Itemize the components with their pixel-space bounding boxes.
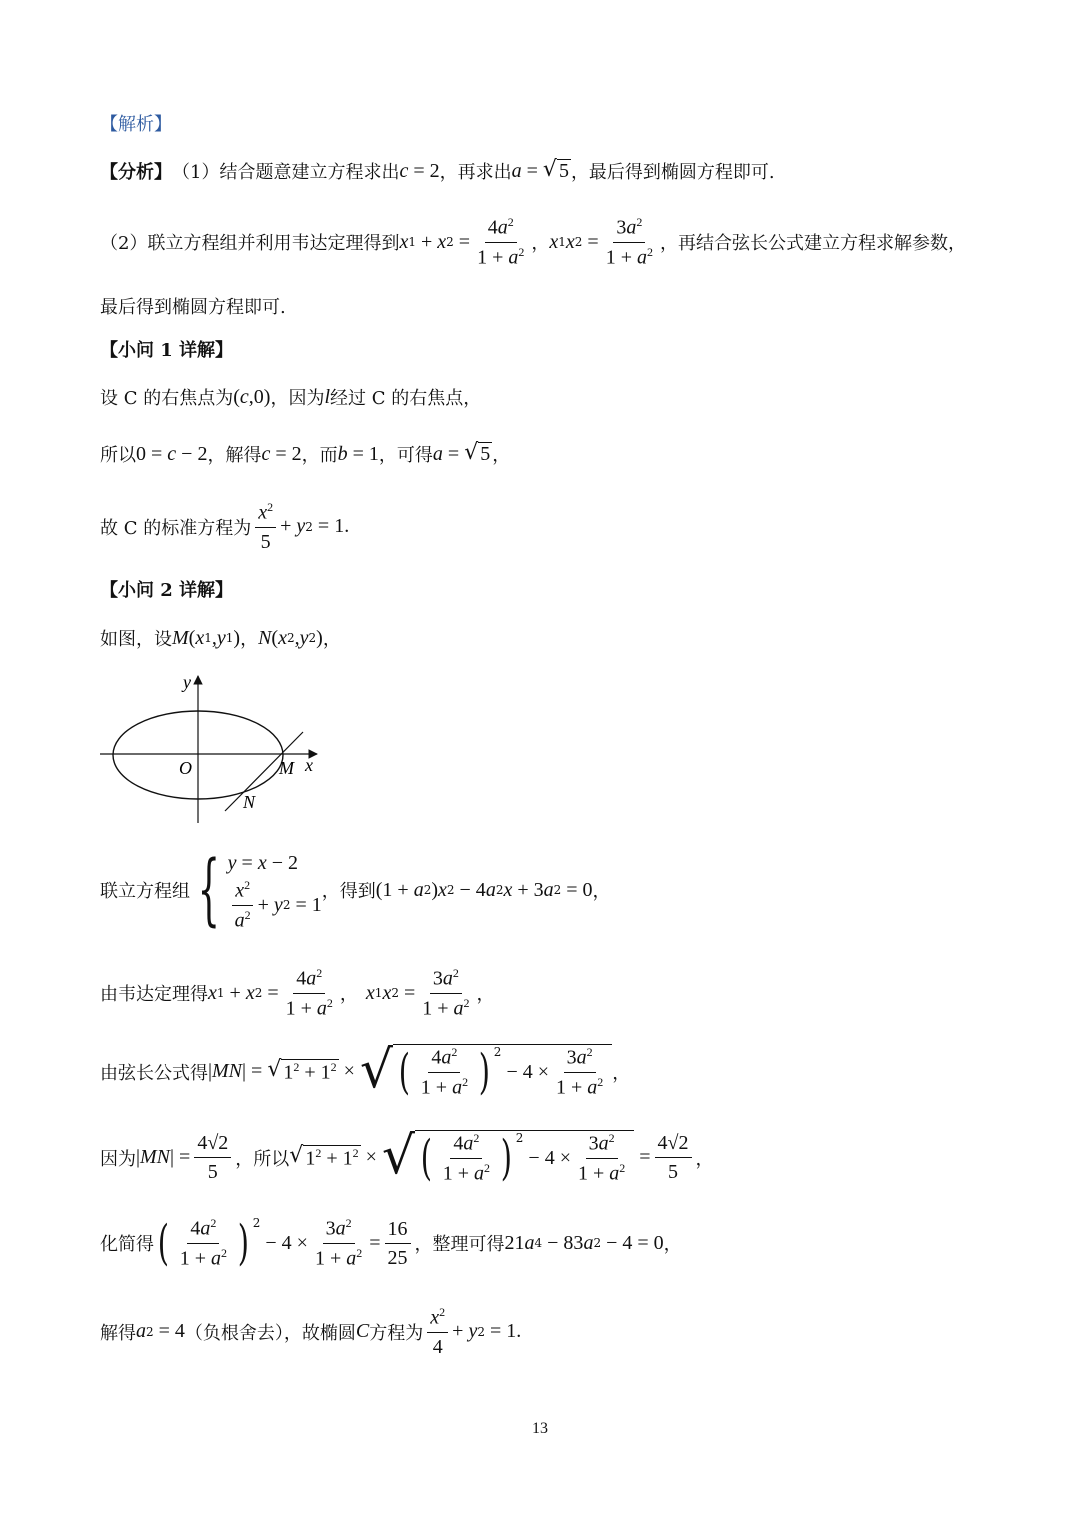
analysis-line-1: 【分析】 （1）结合题意建立方程求出 c = 2 ，再求出 a = √ 5 ，最后得到椭圆方程即可. <box>100 157 775 183</box>
vieta-line: 由韦达定理得 x 1 + x 2 = $\frac{4a^2}{1 + a^2}$ ， x 1 x 2 = $\frac{3a^2}{1 + a^2}$ ， <box>100 966 495 1020</box>
analysis-line-2: （2）联立方程组并利用韦达定理得到 x 1 + x 2 = $\frac{4a^2}{1 + a^2}$ ， x 1 x 2 = $\frac{3a^2}{1 + a^2}$ ，再结合弦长公式建立方程求解参数， <box>100 215 966 269</box>
point-n-label: N <box>243 792 256 812</box>
q1-header: 【小问 1 详解】 <box>100 340 234 361</box>
analysis-line-3: 最后得到椭圆方程即可. <box>100 297 286 318</box>
analysis-label: 【分析】 <box>100 162 172 183</box>
q1-line-1: 设 C 的右焦点为 ( c ,0) ，因为 l 经过 C 的右焦点， <box>100 385 482 409</box>
page-number: 13 <box>532 1420 548 1437</box>
origin-label: O <box>179 758 192 778</box>
q1-line-3: 故 C 的标准方程为 $\frac{x^2}{5}$ + y 2 = 1. <box>100 500 350 553</box>
q1-line-2: 所以 0 = c − 2 ，解得 c = 2 ，而 b = 1 ，可得 a = √ 5 ， <box>100 440 511 466</box>
y-axis-label: y <box>183 672 191 692</box>
simplify-line: 化简得 ( $\frac{4a^2}{1 + a^2}$ ) $^2$ − 4 × $\frac{3a^2}{1 + a^2}$ = $\frac{16}{25}$ ，整理可得 21 a 4 − 83 a 2 − 4 = 0 ， <box>100 1215 682 1272</box>
point-m-label: M <box>279 758 294 778</box>
ellipse-figure <box>95 668 335 828</box>
q2-header: 【小问 2 详解】 <box>100 580 234 601</box>
q2-line-1: 如图，设 M ( x 1 , y 1 ) ， N ( x 2 , y 2 ) ， <box>100 626 341 650</box>
solve-line: 解得 a 2 = 4 （负根舍去），故椭圆 C 方程为 $\frac{x^2}{4}$ + y 2 = 1. <box>100 1305 522 1358</box>
system-line: 联立方程组 { y = x − 2 $\frac{x^2}{a^2}$ + y 2 = 1 ，得到 (1 + a 2 ) x 2 − 4 a 2 x + 3 a 2 = 0 ， <box>100 845 611 936</box>
chord-line: 由弦长公式得 | MN | = √ $1^2 + 1^2$ × √ ( $\frac{4a^2}{1 + a^2}$ ) $^2$ − 4 × $\frac{3a^2}{1 + a^2}$ ， <box>100 1040 631 1101</box>
section-heading-jiexi: 【解析】 <box>100 114 172 135</box>
because-line: 因为 | MN | = $\frac{4√2}{5}$ ，所以 √ $1^2 + 1^2$ × √ ( $\frac{4a^2}{1 + a^2}$ ) $^2$ − 4 × $\frac{3a^2}{1 + a^2}$ = $\frac{4√2}{5}$ ， <box>100 1126 714 1187</box>
x-axis-label: x <box>305 755 313 775</box>
